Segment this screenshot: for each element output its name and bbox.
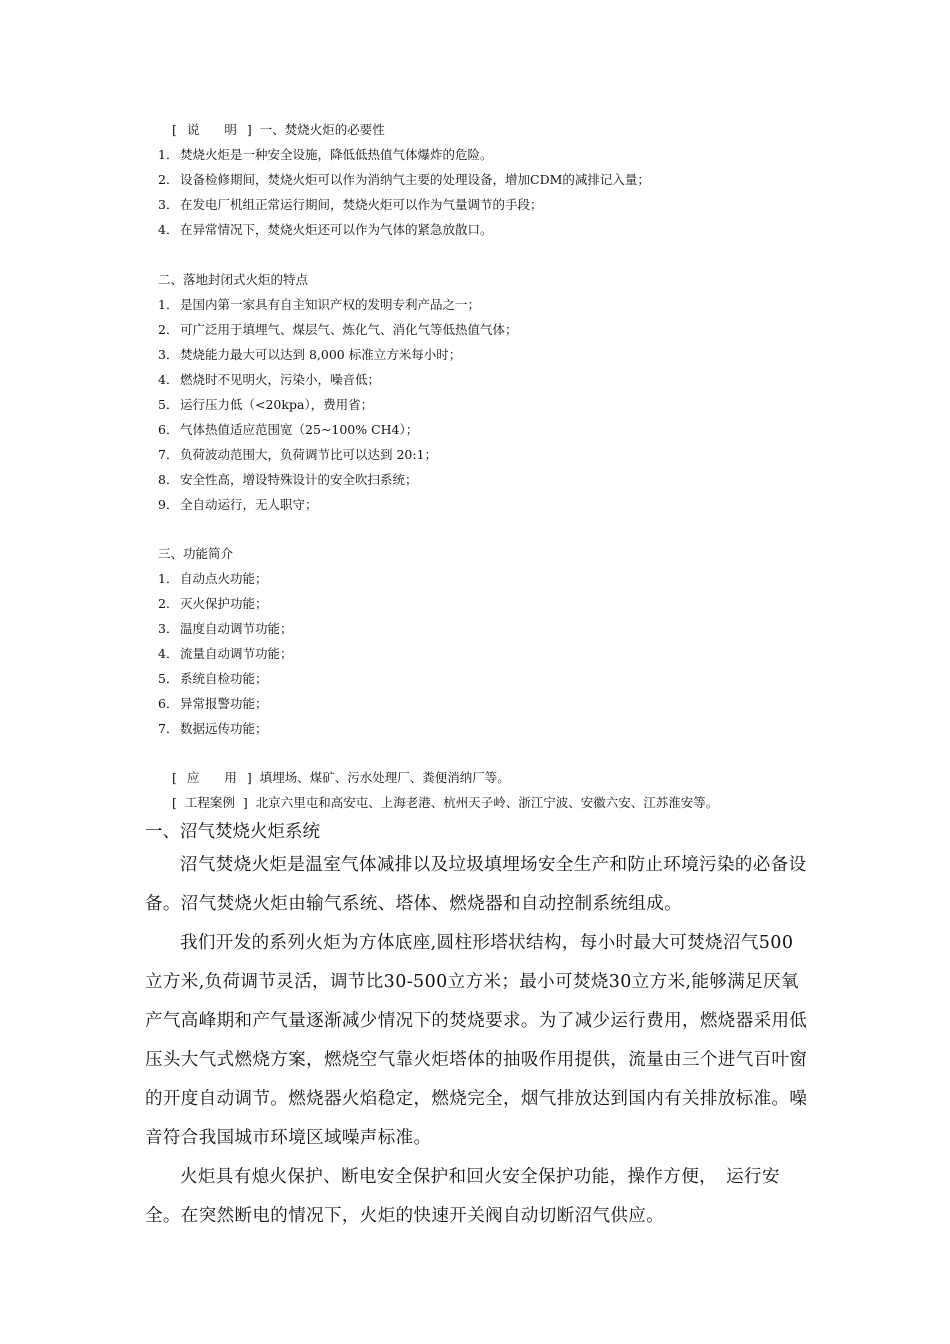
application-tag: 应 用: [186, 770, 237, 785]
item-number: 3．: [158, 347, 179, 362]
application-text: 填埋场、煤矿、污水处理厂、粪便消纳厂等。: [259, 770, 510, 785]
paragraph: 火炬具有熄火保护、断电安全保护和回火安全保护功能，操作方便， 运行安全。在突然断电的情况下，火炬的快速开关阀自动切断沼气供应。: [145, 1167, 780, 1226]
item-number: 4．: [158, 222, 179, 237]
paragraph: 我们开发的系列火炬为方体底座,圆柱形塔状结构，每小时最大可焚烧沼气500立方米,负荷调节灵活，调节比30-500立方米；最小可焚烧30立方米,能够满足厌氧产气高峰期和产气量逐渐减少情况下的焚烧要求。为了减少运行费用，燃烧器采用低压头大气式燃烧方案，燃烧空气靠火炬塔体的抽吸作用提供，流量由三个进气百叶窗的开度自动调节。燃烧器火焰稳定，燃烧完全，烟气排放达到国内有关排放标准。噪音符合我国城市环境区域噪声标准。: [145, 933, 808, 1148]
list-item: [158, 666, 268, 691]
main-body: [145, 846, 810, 1236]
list-item: [158, 342, 461, 367]
item-number: 5．: [158, 671, 179, 686]
section1-title: 一、焚烧火炬的必要性: [259, 122, 385, 137]
item-number: 7．: [158, 721, 179, 736]
bracket-close: ]: [246, 122, 252, 137]
list-item: [158, 716, 268, 741]
item-text: 在异常情况下，焚烧火炬还可以作为气体的紧急放散口。: [180, 222, 493, 237]
case-text: 北京六里屯和高安屯、上海老港、杭州天子岭、浙江宁波、安徽六安、江苏淮安等。: [255, 795, 719, 810]
list-item: [158, 292, 480, 317]
item-text: 焚烧火炬是一种安全设施，降低低热值气体爆炸的危险。: [180, 147, 493, 162]
item-number: 5．: [158, 397, 179, 412]
list-item: [158, 392, 373, 417]
list-item: [158, 492, 318, 517]
item-text: 运行压力低（<20kpa），费用省；: [180, 397, 374, 412]
case-tag: 工程案例: [184, 795, 235, 810]
item-number: 2．: [158, 172, 179, 187]
application-line: [172, 765, 510, 790]
main-heading: 一、沼气焚烧火炬系统: [145, 822, 320, 842]
description-tag: 说 明: [186, 122, 237, 137]
item-text: 流量自动调节功能；: [180, 646, 293, 661]
list-item: [158, 442, 437, 467]
item-text: 自动点火功能；: [180, 571, 268, 586]
item-number: 2．: [158, 596, 179, 611]
item-text: 设备检修期间，焚烧火炬可以作为消纳气主要的处理设备，增加CDM的减排记入量；: [180, 172, 650, 187]
item-text: 数据远传功能；: [180, 721, 268, 736]
item-number: 2．: [158, 322, 179, 337]
list-item: [158, 641, 293, 666]
paragraph: 沼气焚烧火炬是温室气体减排以及垃圾填埋场安全生产和防止环境污染的必备设备。沼气焚烧火炬由输气系统、塔体、燃烧器和自动控制系统组成。: [145, 855, 807, 914]
item-text: 燃烧时不见明火，污染小，噪音低；: [180, 372, 381, 387]
item-number: 1．: [158, 571, 179, 586]
list-item: [158, 591, 268, 616]
list-item: [158, 367, 380, 392]
item-number: 3．: [158, 197, 179, 212]
item-text: 安全性高，增设特殊设计的安全吹扫系统；: [180, 472, 418, 487]
item-text: 焚烧能力最大可以达到 8,000 标准立方米每小时；: [180, 347, 462, 362]
item-number: 1．: [158, 297, 179, 312]
bracket-close: ]: [242, 795, 248, 810]
item-text: 全自动运行，无人职守；: [180, 497, 318, 512]
item-number: 6．: [158, 422, 179, 437]
item-number: 4．: [158, 372, 179, 387]
item-text: 是国内第一家具有自主知识产权的发明专利产品之一；: [180, 297, 481, 312]
section2-title: 二、落地封闭式火炬的特点: [158, 272, 309, 287]
list-item: [158, 192, 543, 217]
item-text: 在发电厂机组正常运行期间，焚烧火炬可以作为气量调节的手段；: [180, 197, 543, 212]
list-item: [158, 566, 268, 591]
bracket-close: ]: [246, 770, 252, 785]
item-number: 4．: [158, 646, 179, 661]
list-item: [158, 167, 650, 192]
list-item: [158, 142, 493, 167]
item-text: 异常报警功能；: [180, 696, 268, 711]
list-item: [158, 217, 493, 242]
item-number: 1．: [158, 147, 179, 162]
item-number: 8．: [158, 472, 179, 487]
bracket-open: [: [172, 122, 177, 137]
bracket-open: [: [172, 770, 177, 785]
item-text: 气体热值适应范围宽（25~100% CH4）；: [180, 422, 419, 437]
item-number: 7．: [158, 447, 179, 462]
item-text: 温度自动调节功能；: [180, 621, 293, 636]
section3-title: 三、功能简介: [158, 546, 234, 561]
item-text: 系统自检功能；: [180, 671, 268, 686]
item-text: 可广泛用于填埋气、煤层气、炼化气、消化气等低热值气体；: [180, 322, 518, 337]
list-item: [158, 616, 293, 641]
item-number: 9．: [158, 497, 179, 512]
item-text: 负荷波动范围大，负荷调节比可以达到 20:1；: [180, 447, 438, 462]
bracket-open: [: [172, 795, 177, 810]
description-line: [172, 117, 385, 142]
case-line: [172, 790, 718, 815]
item-text: 灭火保护功能；: [180, 596, 268, 611]
item-number: 3．: [158, 621, 179, 636]
list-item: [158, 691, 268, 716]
list-item: [158, 317, 518, 342]
list-item: [158, 467, 418, 492]
item-number: 6．: [158, 696, 179, 711]
list-item: [158, 417, 418, 442]
